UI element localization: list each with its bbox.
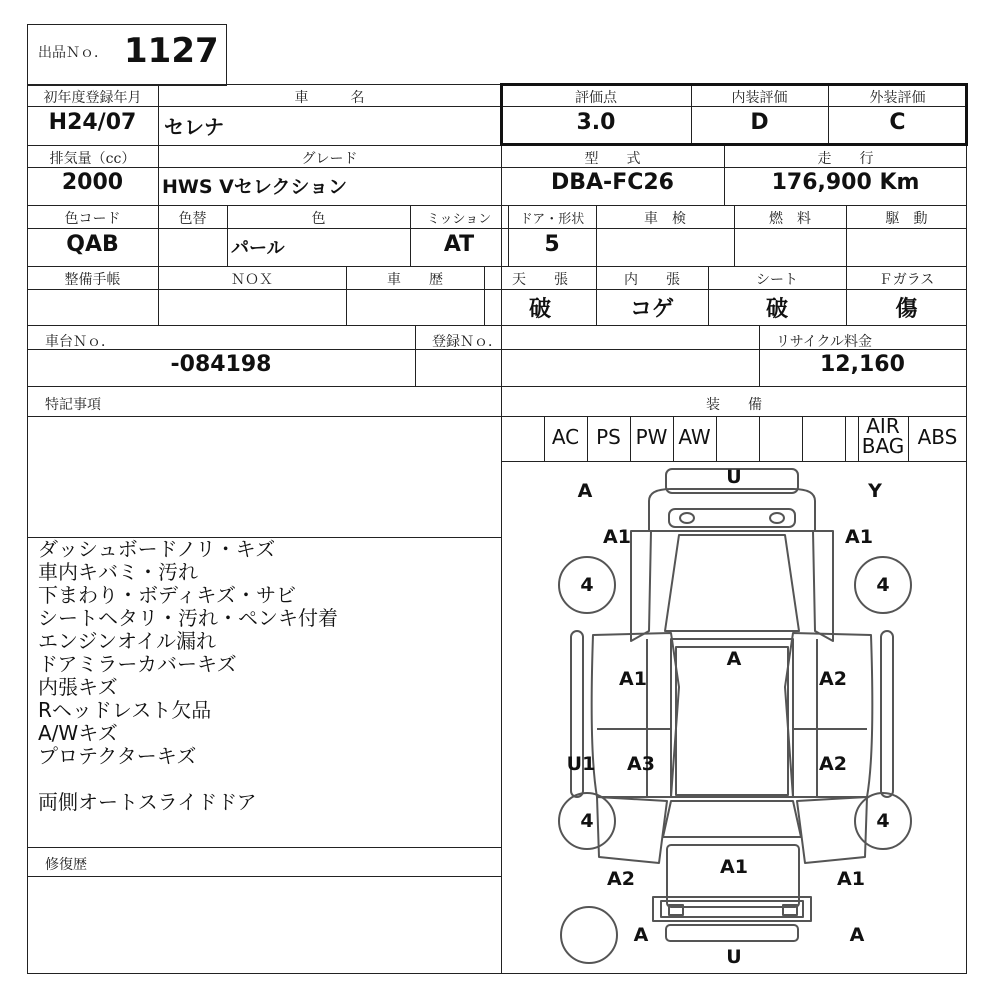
note-line: プロテクターキズ	[38, 744, 197, 768]
note-line: 下まわり・ボディキズ・サビ	[38, 583, 296, 607]
damage-mark: 4	[580, 810, 594, 832]
grid-line	[759, 325, 760, 386]
damage-mark: A3	[627, 753, 655, 775]
grid-line	[27, 876, 501, 877]
equipment-ps: PS	[596, 425, 621, 449]
damage-mark: A1	[603, 526, 631, 548]
grid-line	[27, 847, 501, 848]
mission-value: AT	[443, 232, 475, 257]
nox-label: ＮＯＸ	[231, 272, 273, 288]
damage-mark: A	[849, 924, 865, 946]
grid-line	[27, 266, 967, 267]
first-reg-value: H24/07	[48, 110, 137, 135]
grid-line	[759, 416, 760, 461]
color-change-label: 色替	[178, 211, 207, 227]
grid-line	[27, 205, 967, 206]
note-line: ダッシュボードノリ・キズ	[38, 537, 276, 561]
note-line: 車内キバミ・汚れ	[38, 560, 198, 584]
note-line: ドアミラーカバーキズ	[38, 652, 237, 676]
equipment-pw: PW	[635, 425, 668, 449]
grade-label: グレード	[301, 151, 358, 167]
grid-line	[716, 416, 717, 461]
damage-mark: 4	[580, 574, 594, 596]
interior-trim-value: コゲ	[629, 297, 674, 322]
interior-score-label: 内装評価	[731, 90, 788, 106]
grid-line	[415, 325, 416, 386]
equipment-abs: ABS	[917, 425, 958, 449]
repair-history-label: 修復歴	[45, 857, 87, 873]
grid-line	[27, 289, 967, 290]
interior-score-value: D	[750, 110, 769, 135]
damage-mark: A1	[619, 668, 647, 690]
note-line: 内張キズ	[38, 675, 118, 699]
damage-mark: U1	[566, 753, 596, 775]
door-label: ドア・形状	[519, 212, 585, 227]
damage-mark: U	[726, 946, 742, 968]
history-label: 車 歴	[387, 272, 443, 288]
vehicle-damage-diagram	[501, 461, 967, 974]
damage-mark: A2	[819, 668, 847, 690]
first-reg-label: 初年度登録年月	[43, 90, 142, 106]
color-code-label: 色コード	[64, 211, 121, 227]
exterior-score-value: C	[889, 110, 906, 135]
damage-mark: Y	[868, 480, 882, 502]
note-line: シートヘタリ・汚れ・ペンキ付着	[38, 606, 338, 630]
equipment-label: 装 備	[706, 397, 762, 413]
recycle-label: リサイクル料金	[776, 334, 873, 350]
fuel-label: 燃 料	[769, 211, 811, 227]
color-code-value: QAB	[66, 232, 119, 257]
maintenance-label: 整備手帳	[64, 272, 121, 288]
door-value: 5	[544, 232, 560, 257]
equipment-aw: AW	[678, 425, 711, 449]
inspection-label: 車 検	[644, 211, 686, 227]
grid-line	[845, 416, 846, 461]
car-name-value: セレナ	[164, 115, 224, 139]
damage-mark: A1	[845, 526, 873, 548]
car-name-label: 車 名	[294, 90, 365, 106]
chassis-label: 車台Ｎｏ．	[45, 334, 115, 350]
grid-line	[27, 416, 967, 417]
damage-mark: A2	[819, 753, 847, 775]
damage-mark: U	[726, 466, 742, 488]
chassis-value: -084198	[170, 352, 272, 377]
score-value: 3.0	[576, 110, 616, 135]
note-line: Rヘッドレスト欠品	[38, 698, 212, 722]
color-value: パール	[231, 238, 285, 259]
f-glass-value: 傷	[895, 297, 918, 322]
interior-trim-label: 内 張	[624, 272, 680, 288]
score-label: 評価点	[575, 90, 617, 106]
exterior-score-label: 外装評価	[869, 90, 926, 106]
grid-line	[27, 228, 967, 229]
equipment-airbag: AIR BAG	[861, 414, 905, 458]
damage-mark: A	[633, 924, 649, 946]
displacement-label: 排気量（cc）	[49, 151, 136, 167]
registration-label: 登録Ｎｏ．	[432, 334, 502, 350]
damage-mark: A2	[607, 868, 635, 890]
grid-line	[27, 386, 967, 387]
grade-value: HWS Vセレクション	[162, 176, 348, 198]
model-value: DBA-FC26	[551, 170, 674, 195]
drive-label: 駆 動	[885, 211, 928, 227]
ceiling-label: 天 張	[512, 272, 568, 288]
notes-label: 特記事項	[45, 397, 101, 413]
note-line: 両側オートスライドドア	[38, 790, 257, 814]
seat-value: 破	[765, 297, 788, 322]
grid-line	[802, 416, 803, 461]
mileage-value: 176,900 Km	[771, 170, 920, 195]
f-glass-label: Ｆガラス	[878, 272, 935, 288]
equipment-ac: AC	[551, 425, 580, 449]
note-line: A/Wキズ	[38, 721, 118, 745]
damage-mark: A1	[837, 868, 865, 890]
mission-label: ミッション	[426, 212, 492, 227]
damage-mark: 4	[876, 810, 890, 832]
damage-mark: A	[577, 480, 593, 502]
damage-mark: 4	[876, 574, 890, 596]
color-label: 色	[311, 211, 326, 227]
damage-mark: A1	[720, 856, 748, 878]
lot-number-value: 1127	[124, 31, 219, 71]
note-line: エンジンオイル漏れ	[38, 629, 216, 653]
model-label: 型 式	[584, 151, 641, 167]
lot-number-box	[27, 24, 227, 86]
damage-mark: A	[726, 648, 742, 670]
recycle-value: 12,160	[820, 352, 905, 377]
ceiling-value: 破	[528, 297, 551, 322]
lot-number-label: 出品Ｎｏ．	[38, 45, 108, 61]
seat-label: シート	[756, 272, 798, 288]
mileage-label: 走 行	[817, 151, 874, 167]
displacement-value: 2000	[61, 170, 124, 195]
grid-line	[27, 325, 967, 326]
